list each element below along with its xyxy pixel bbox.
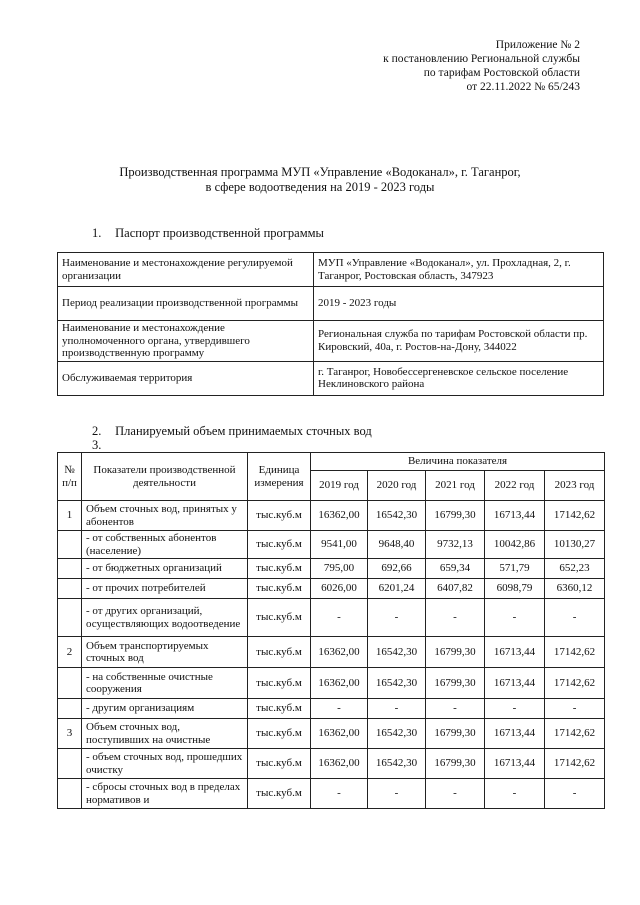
table-row — [58, 668, 605, 699]
row-value: 16713,44 — [485, 719, 545, 749]
row-value: 16362,00 — [311, 501, 368, 531]
title-line-2: в сфере водоотведения на 2019 - 2023 годы — [205, 180, 435, 194]
row-unit: тыс.куб.м — [248, 699, 311, 719]
row-value: 16799,30 — [426, 719, 485, 749]
row-value: - — [545, 779, 605, 809]
wastewater-volume-table — [57, 452, 605, 809]
row-unit: тыс.куб.м — [248, 637, 311, 668]
row-value: 16713,44 — [485, 637, 545, 668]
row-value: 17142,62 — [545, 749, 605, 779]
row-indicator: - от собственных абонентов (население) — [82, 531, 248, 559]
table-row — [58, 579, 605, 599]
passport-key: Наименование и местонахождение уполномоченного органа, утвердившего производственную программу — [58, 321, 314, 362]
passport-key: Обслуживаемая территория — [58, 361, 314, 395]
row-number — [58, 779, 82, 809]
section-2-number: 2. — [92, 424, 102, 438]
passport-value: 2019 - 2023 годы — [314, 287, 604, 321]
row-value: 16542,30 — [368, 668, 426, 699]
section-2-label: Планируемый объем принимаемых сточных вод — [115, 424, 372, 438]
table-row — [58, 599, 605, 637]
passport-row — [58, 321, 604, 362]
row-value: 9541,00 — [311, 531, 368, 559]
row-value: 16799,30 — [426, 501, 485, 531]
passport-row — [58, 287, 604, 321]
table-row — [58, 699, 605, 719]
row-value: - — [485, 599, 545, 637]
row-indicator: - от бюджетных организаций — [82, 559, 248, 579]
row-indicator: Объем сточных вод, поступивших на очистные — [82, 719, 248, 749]
row-value: 16362,00 — [311, 749, 368, 779]
row-value: 16542,30 — [368, 719, 426, 749]
appendix-number: Приложение № 2 — [495, 39, 580, 51]
appendix-date: от 22.11.2022 № 65/243 — [466, 81, 580, 93]
row-value: 17142,62 — [545, 668, 605, 699]
col-header-unit: Единица измерения — [248, 453, 311, 501]
col-header-number: № п/п — [58, 453, 82, 501]
section-1-number: 1. — [92, 226, 102, 240]
appendix-ref-line-1: к постановлению Региональной службы — [383, 53, 580, 65]
row-indicator: - на собственные очистные сооружения — [82, 668, 248, 699]
title-line-1: Производственная программа МУП «Управление «Водоканал», г. Таганрог, — [119, 165, 521, 179]
table-row — [58, 531, 605, 559]
section-3-number: 3. — [92, 438, 102, 452]
row-value: 795,00 — [311, 559, 368, 579]
passport-row — [58, 253, 604, 287]
row-value: 16713,44 — [485, 501, 545, 531]
row-unit: тыс.куб.м — [248, 779, 311, 809]
row-number — [58, 579, 82, 599]
row-number — [58, 749, 82, 779]
row-unit: тыс.куб.м — [248, 668, 311, 699]
row-indicator: - от других организаций, осуществляющих водоотведение — [82, 599, 248, 637]
passport-row — [58, 361, 604, 395]
section-3-heading — [92, 438, 112, 453]
row-unit: тыс.куб.м — [248, 531, 311, 559]
row-number — [58, 699, 82, 719]
row-unit: тыс.куб.м — [248, 559, 311, 579]
row-value: 16362,00 — [311, 719, 368, 749]
row-indicator: Объем сточных вод, принятых у абонентов — [82, 501, 248, 531]
row-value: 17142,62 — [545, 501, 605, 531]
row-value: 16713,44 — [485, 749, 545, 779]
row-number — [58, 531, 82, 559]
row-unit: тыс.куб.м — [248, 719, 311, 749]
row-value: 16799,30 — [426, 668, 485, 699]
col-header-year: 2021 год — [426, 471, 485, 501]
row-value: - — [368, 599, 426, 637]
row-number: 2 — [58, 637, 82, 668]
passport-key: Наименование и местонахождение регулируемой организации — [58, 253, 314, 287]
row-value: 16799,30 — [426, 637, 485, 668]
row-value: - — [426, 699, 485, 719]
table-row — [58, 637, 605, 668]
row-value: - — [485, 779, 545, 809]
row-value: 10130,27 — [545, 531, 605, 559]
table-row — [58, 501, 605, 531]
row-value: 16362,00 — [311, 637, 368, 668]
row-value: 652,23 — [545, 559, 605, 579]
row-value: 9732,13 — [426, 531, 485, 559]
row-value: 16713,44 — [485, 668, 545, 699]
passport-key: Период реализации производственной программы — [58, 287, 314, 321]
row-value: - — [545, 699, 605, 719]
appendix-ref-line-2: по тарифам Ростовской области — [423, 67, 580, 79]
row-value: 16362,00 — [311, 668, 368, 699]
row-value: - — [368, 779, 426, 809]
row-value: 692,66 — [368, 559, 426, 579]
row-indicator: - объем сточных вод, прошедших очистку — [82, 749, 248, 779]
row-value: 17142,62 — [545, 719, 605, 749]
row-number: 1 — [58, 501, 82, 531]
row-value: 6098,79 — [485, 579, 545, 599]
section-2-heading — [92, 424, 372, 439]
row-value: 659,34 — [426, 559, 485, 579]
row-value: - — [311, 599, 368, 637]
row-value: 6407,82 — [426, 579, 485, 599]
row-unit: тыс.куб.м — [248, 579, 311, 599]
col-header-year: 2019 год — [311, 471, 368, 501]
table-row — [58, 749, 605, 779]
passport-value: Региональная служба по тарифам Ростовской области пр. Кировский, 40а, г. Ростов-на-Дону, 344022 — [314, 321, 604, 362]
row-number — [58, 599, 82, 637]
row-value: 6026,00 — [311, 579, 368, 599]
row-value: - — [485, 699, 545, 719]
row-value: 6360,12 — [545, 579, 605, 599]
col-header-value: Величина показателя — [311, 453, 605, 471]
col-header-year: 2020 год — [368, 471, 426, 501]
row-value: - — [426, 599, 485, 637]
passport-value: г. Таганрог, Новобессергеневское сельское поселение Неклиновского района — [314, 361, 604, 395]
row-indicator: Объем транспортируемых сточных вод — [82, 637, 248, 668]
row-value: 10042,86 — [485, 531, 545, 559]
col-header-year: 2023 год — [545, 471, 605, 501]
row-unit: тыс.куб.м — [248, 501, 311, 531]
appendix-header — [280, 38, 580, 94]
table-row — [58, 719, 605, 749]
row-indicator: - от прочих потребителей — [82, 579, 248, 599]
row-unit: тыс.куб.м — [248, 749, 311, 779]
row-value: 16542,30 — [368, 501, 426, 531]
row-value: 16542,30 — [368, 637, 426, 668]
passport-table — [57, 252, 604, 396]
section-1-label: Паспорт производственной программы — [115, 226, 324, 240]
row-value: 6201,24 — [368, 579, 426, 599]
row-value: 571,79 — [485, 559, 545, 579]
document-title — [90, 165, 550, 195]
row-number — [58, 559, 82, 579]
row-value: 17142,62 — [545, 637, 605, 668]
table-row — [58, 559, 605, 579]
passport-value: МУП «Управление «Водоканал», ул. Прохладная, 2, г. Таганрог, Ростовская область, 347923 — [314, 253, 604, 287]
row-number: 3 — [58, 719, 82, 749]
table-row — [58, 779, 605, 809]
row-value: 16799,30 — [426, 749, 485, 779]
row-value: - — [545, 599, 605, 637]
section-1-heading — [92, 226, 324, 241]
row-unit: тыс.куб.м — [248, 599, 311, 637]
row-value: 16542,30 — [368, 749, 426, 779]
col-header-indicator: Показатели производственной деятельности — [82, 453, 248, 501]
row-value: - — [426, 779, 485, 809]
row-indicator: - сбросы сточных вод в пределах нормативов и — [82, 779, 248, 809]
col-header-year: 2022 год — [485, 471, 545, 501]
row-value: 9648,40 — [368, 531, 426, 559]
row-value: - — [311, 779, 368, 809]
row-number — [58, 668, 82, 699]
row-value: - — [311, 699, 368, 719]
row-value: - — [368, 699, 426, 719]
row-indicator: - другим организациям — [82, 699, 248, 719]
